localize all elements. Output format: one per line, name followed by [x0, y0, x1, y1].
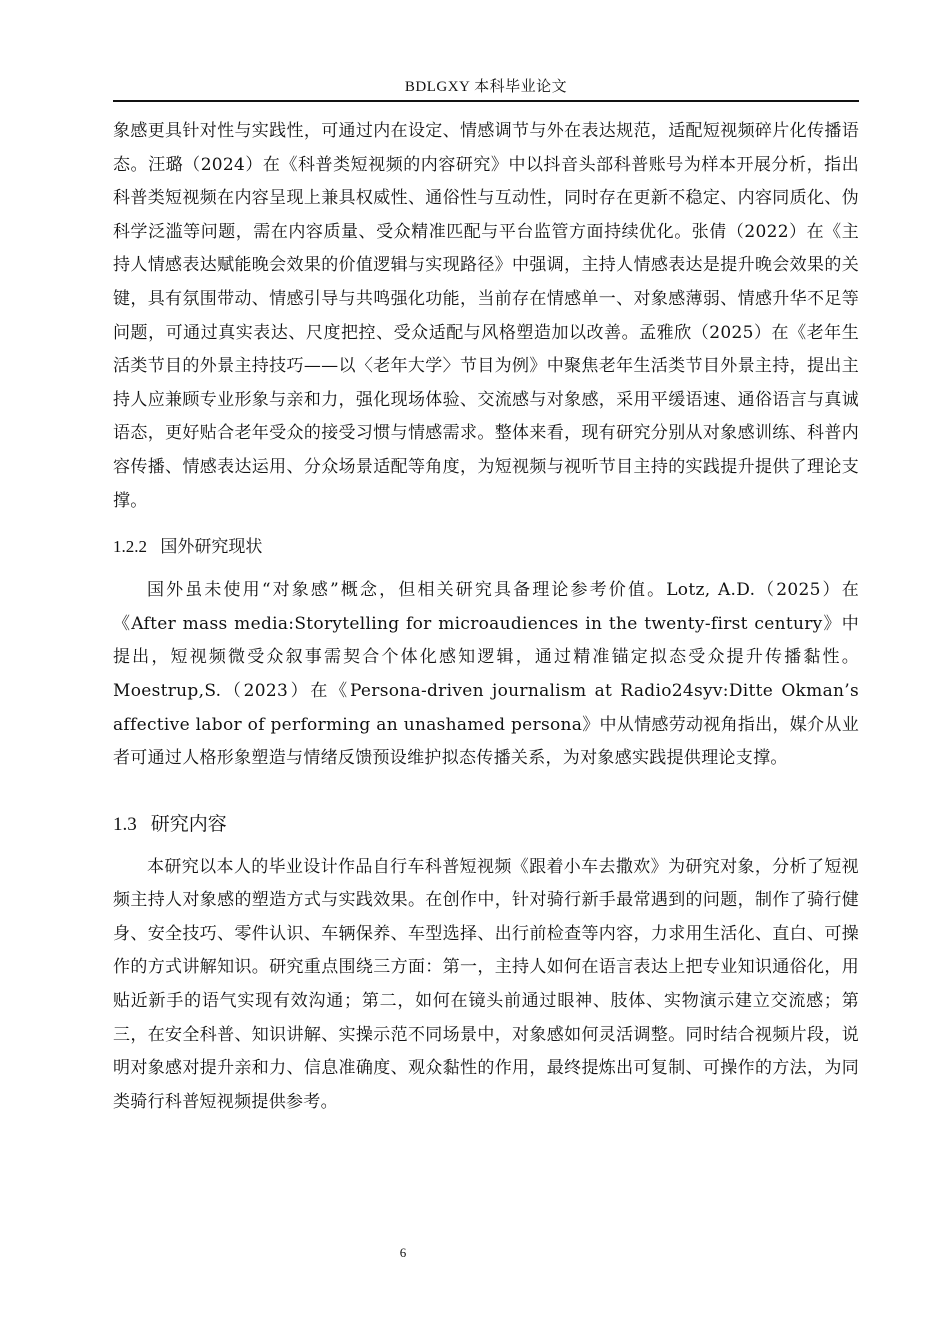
paragraph-continued: 象感更具针对性与实践性，可通过内在设定、情感调节与外在表达规范，适配短视频碎片化传播语态。汪璐（2024）在《科普类短视频的内容研究》中以抖音头部科普账号为样本开展分析，指出科普类短视频在内容呈现上兼具权威性、通俗性与互动性，同时存在更新不稳定、内容同质化、伪科学泛滥等问题，需在内容质量、受众精准匹配与平台监管方面持续优化。张倩（2022）在《主持人情感表达赋能晚会效果的价值逻辑与实现路径》中强调，主持人情感表达是提升晚会效果的关键，具有氛围带动、情感引导与共鸣强化功能，当前存在情感单一、对象感薄弱、情感升华不足等问题，可通过真实表达、尺度把控、受众适配与风格塑造加以改善。孟雅欣（2025）在《老年生活类节目的外景主持技巧——以〈老年大学〉节目为例》中聚焦老年生活类节目外景主持，提出主持人应兼顾专业形象与亲和力，强化现场体验、交流感与对象感，采用平缓语速、通俗语言与真诚语态，更好贴合老年受众的接受习惯与情感需求。整体来看，现有研究分别从对象感训练、科普内容传播、情感表达运用、分众场景适配等角度，为短视频与视听节目主持的实践提升提供了理论支撑。: [113, 121, 859, 511]
section-title: 研究内容: [150, 812, 227, 835]
section-title: 国外研究现状: [160, 537, 263, 558]
paragraph-foreign-research: 国外虽未使用“对象感”概念，但相关研究具备理论参考价值。Lotz, A.D.（2025）在《After mass media:Storytelling for microaudiences in the twenty-first century》中提出，短视频微受众叙事需契合个体化感知逻辑，通过精准锚定拟态受众提升传播黏性。Moestrup,S.（2023）在《Persona-driven journalism at Radio24syv:Ditte Okman’s affective labor of performing an unashamed persona》中从情感劳动视角指出，媒介从业者可通过人格形象塑造与情绪反馈预设维护拟态传播关系，为对象感实践提供理论支撑。: [113, 580, 860, 769]
page-number: 6: [399, 1245, 407, 1260]
paragraph-research-content: 本研究以本人的毕业设计作品自行车科普短视频《跟着小车去撒欢》为研究对象，分析了短视频主持人对象感的塑造方式与实践效果。在创作中，针对骑行新手最常遇到的问题，制作了骑行健身、安全技巧、零件认识、车辆保养、车型选择、出行前检查等内容，力求用生活化、直白、可操作的方式讲解知识。研究重点围绕三方面：第一，主持人如何在语言表达上把专业知识通俗化，用贴近新手的语气实现有效沟通；第二，如何在镜头前通过眼神、肢体、实物演示建立交流感；第三，在安全科普、知识讲解、实操示范不同场景中，对象感如何灵活调整。同时结合视频片段，说明对象感对提升亲和力、信息准确度、观众黏性的作用，最终提炼出可复制、可操作的方法，为同类骑行科普短视频提供参考。: [113, 856, 859, 1112]
body-content: [113, 115, 859, 1119]
header-divider: [113, 100, 859, 102]
section-heading-research-content: [113, 811, 859, 838]
section-number: 1.2.2: [113, 537, 147, 557]
section-number: 1.3: [113, 813, 137, 835]
running-header: BDLGXY 本科毕业论文: [404, 79, 568, 95]
section-heading-foreign-research: [113, 535, 859, 559]
